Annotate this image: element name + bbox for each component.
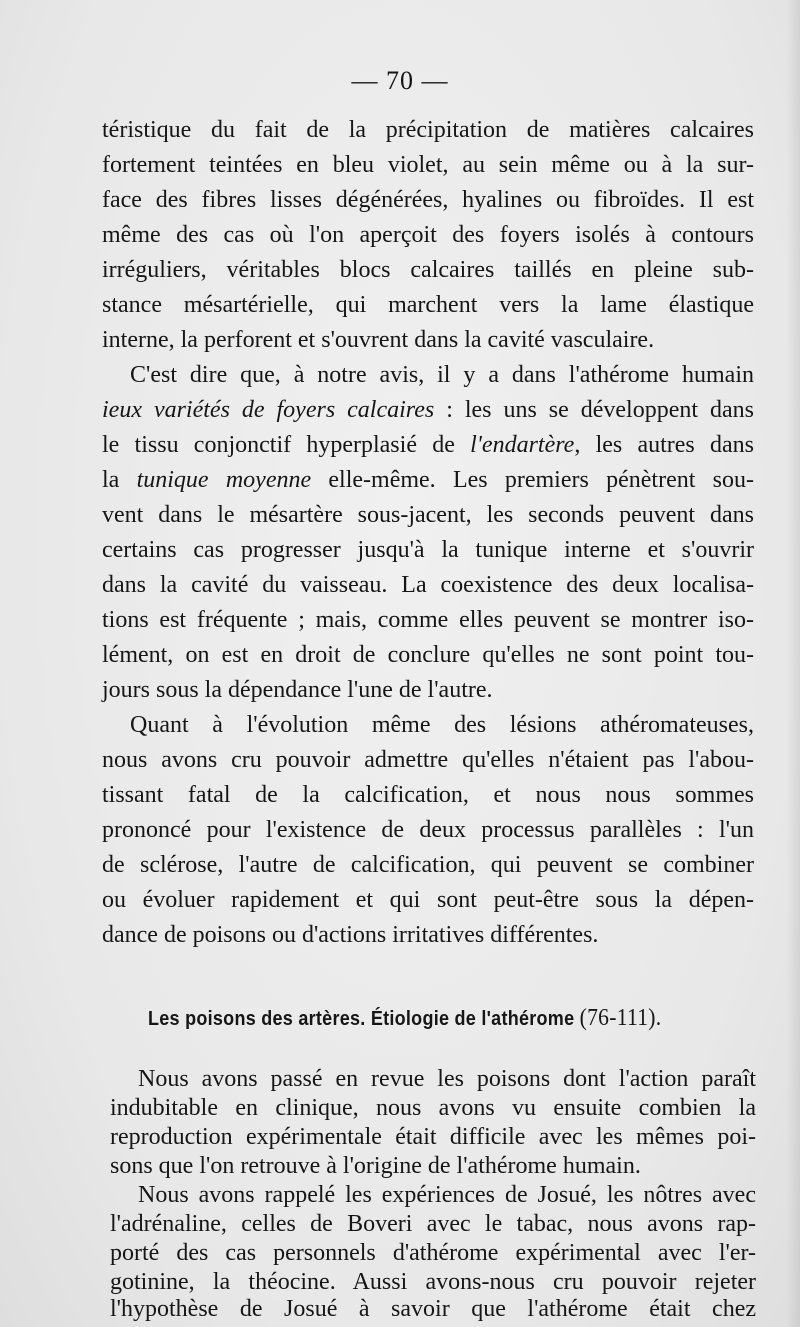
text-line: jours sous la dépendance l'une de l'autre.: [102, 677, 493, 703]
page-edge-shadow: [786, 0, 800, 1327]
heading-page-range: (76-111).: [579, 1005, 662, 1031]
italic-text: ieux variétés de foyers calcaires: [102, 397, 435, 423]
section-heading: [148, 1000, 688, 1037]
text-line: C'est dire que, à notre avis, il y a dans l'athérome humain: [130, 362, 754, 388]
text-line: dans la cavité du vaisseau. La coexistence des deux localisa-: [102, 572, 754, 598]
text-line: l'hypothèse de Josué à savoir que l'athérome était chez: [110, 1296, 756, 1322]
text-line: tissant fatal de la calcification, et nous nous sommes: [102, 782, 754, 808]
text-line: face des fibres lisses dégénérées, hyalines ou fibroïdes. Il est: [102, 187, 754, 213]
text-line: tions est fréquente ; mais, comme elles peuvent se montrer iso-: [102, 607, 754, 633]
text-line: [102, 427, 754, 463]
text-line: ou évoluer rapidement et qui sont peut-être sous la dépen-: [102, 887, 754, 913]
text-line: [102, 462, 754, 498]
text-line: reproduction expérimentale était difficile avec les mêmes poi-: [110, 1124, 756, 1150]
text-span: , les autres dans: [574, 432, 754, 458]
text-line: de sclérose, l'autre de calcification, qui peuvent se combiner: [102, 852, 754, 878]
text-line: irréguliers, véritables blocs calcaires taillés en pleine sub-: [102, 257, 754, 283]
text-line: gotinine, la théocine. Aussi avons-nous cru pouvoir rejeter: [110, 1269, 756, 1295]
italic-text: l'endartère: [470, 432, 575, 458]
text-line: prononcé pour l'existence de deux processus parallèles : l'un: [102, 817, 754, 843]
text-line: Nous avons passé en revue les poisons dont l'action paraît: [138, 1066, 756, 1092]
text-span: la: [102, 467, 137, 493]
page-number: — 70 —: [351, 66, 449, 95]
text-line: porté des cas personnels d'athérome expérimental avec l'er-: [110, 1240, 756, 1266]
text-line: fortement teintées en bleu violet, au sein même ou à la sur-: [102, 152, 754, 178]
text-line: lément, on est en droit de conclure qu'elles ne sont point tou-: [102, 642, 754, 668]
text-line: sons que l'on retrouve à l'origine de l'athérome humain.: [110, 1153, 641, 1179]
text-line: l'adrénaline, celles de Boveri avec le tabac, nous avons rap-: [110, 1211, 756, 1237]
heading-text: Les poisons des artères. Étiologie de l'athérome: [148, 1008, 580, 1030]
text-line: dance de poisons ou d'actions irritatives différentes.: [102, 922, 599, 948]
text-line: stance mésartérielle, qui marchent vers la lame élastique: [102, 292, 754, 318]
text-line: Quant à l'évolution même des lésions athéromateuses,: [130, 712, 754, 738]
text-line: certains cas progresser jusqu'à la tunique interne et s'ouvrir: [102, 537, 754, 563]
text-line: même des cas où l'on aperçoit des foyers isolés à contours: [102, 222, 754, 248]
italic-text: tunique moyenne: [136, 467, 312, 493]
text-line: téristique du fait de la précipitation de matières calcaires: [102, 117, 754, 143]
text-line: [102, 392, 754, 428]
text-span: elle-même. Les premiers pénètrent sou-: [311, 467, 754, 493]
text-span: : les uns se développent dans: [434, 397, 754, 423]
text-line: nous avons cru pouvoir admettre qu'elles n'étaient pas l'abou-: [102, 747, 754, 773]
text-line: Nous avons rappelé les expériences de Josué, les nôtres avec: [138, 1182, 756, 1208]
text-span: le tissu conjonctif hyperplasié de: [102, 432, 471, 458]
text-line: vent dans le mésartère sous-jacent, les seconds peuvent dans: [102, 502, 754, 528]
text-line: interne, la perforent et s'ouvrent dans la cavité vasculaire.: [102, 327, 655, 353]
text-line: indubitable en clinique, nous avons vu ensuite combien la: [110, 1095, 756, 1121]
